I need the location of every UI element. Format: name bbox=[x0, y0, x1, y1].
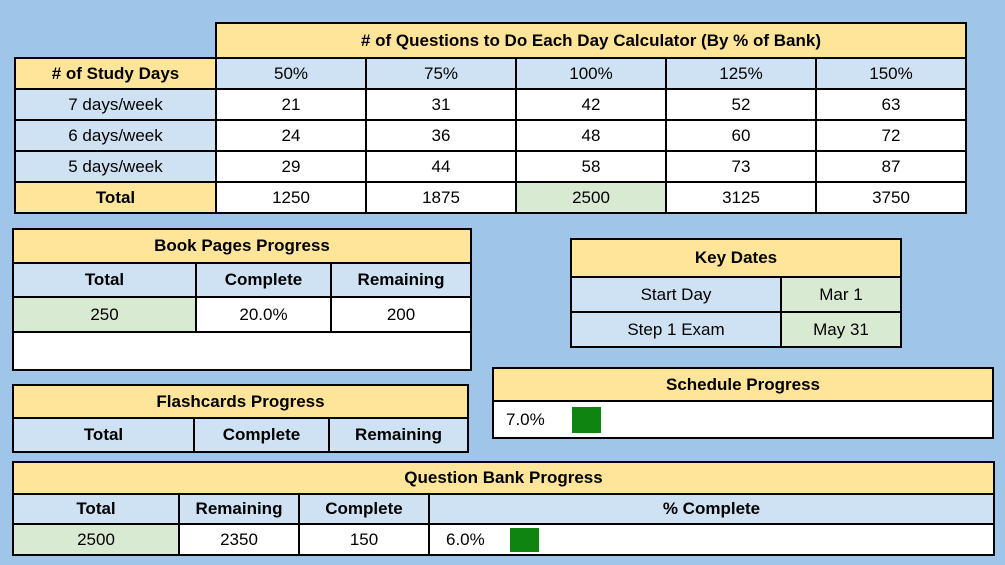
flashcards-header-remaining[interactable]: Remaining bbox=[329, 418, 468, 452]
progress-bar-track bbox=[572, 407, 986, 433]
value-cell[interactable]: 73 bbox=[666, 151, 816, 182]
book-pages-remaining[interactable]: 200 bbox=[331, 297, 471, 332]
row-label[interactable]: 7 days/week bbox=[15, 89, 216, 120]
value-cell[interactable]: 58 bbox=[516, 151, 666, 182]
progress-bar-fill bbox=[572, 407, 601, 433]
calculator-col-header-125[interactable]: 125% bbox=[666, 58, 816, 89]
row-label[interactable]: 5 days/week bbox=[15, 151, 216, 182]
question-bank-header-total[interactable]: Total bbox=[13, 494, 179, 524]
calculator-col-header-150[interactable]: 150% bbox=[816, 58, 966, 89]
questions-calculator-table bbox=[14, 22, 967, 214]
book-pages-header-total[interactable]: Total bbox=[13, 263, 196, 297]
value-cell[interactable]: 52 bbox=[666, 89, 816, 120]
question-bank-total[interactable]: 2500 bbox=[13, 524, 179, 555]
total-cell[interactable]: 1875 bbox=[366, 182, 516, 213]
question-bank-title[interactable]: Question Bank Progress bbox=[13, 462, 994, 494]
key-dates-start-label[interactable]: Start Day bbox=[571, 277, 781, 312]
value-cell[interactable]: 48 bbox=[516, 120, 666, 151]
key-dates-title[interactable]: Key Dates bbox=[571, 239, 901, 277]
value-cell[interactable]: 21 bbox=[216, 89, 366, 120]
total-cell-highlighted[interactable]: 2500 bbox=[516, 182, 666, 213]
book-pages-header-remaining[interactable]: Remaining bbox=[331, 263, 471, 297]
book-pages-progress-bar-cell[interactable] bbox=[13, 332, 471, 370]
value-cell[interactable]: 44 bbox=[366, 151, 516, 182]
question-bank-progress-table bbox=[12, 461, 995, 556]
key-dates-exam-value[interactable]: May 31 bbox=[781, 312, 901, 347]
value-cell[interactable]: 87 bbox=[816, 151, 966, 182]
total-cell[interactable]: 1250 bbox=[216, 182, 366, 213]
calculator-row-7days bbox=[15, 89, 966, 120]
calculator-row-6days bbox=[15, 120, 966, 151]
calculator-total-row bbox=[15, 182, 966, 213]
question-bank-percent-label: 6.0% bbox=[446, 529, 485, 549]
calculator-col-header-50[interactable]: 50% bbox=[216, 58, 366, 89]
book-pages-total[interactable]: 250 bbox=[13, 297, 196, 332]
key-dates-start-value[interactable]: Mar 1 bbox=[781, 277, 901, 312]
calculator-row-header[interactable]: # of Study Days bbox=[15, 58, 216, 89]
flashcards-progress-table bbox=[12, 384, 469, 453]
schedule-progress-title[interactable]: Schedule Progress bbox=[493, 368, 993, 401]
value-cell[interactable]: 31 bbox=[366, 89, 516, 120]
progress-bar-fill bbox=[510, 528, 539, 552]
value-cell[interactable]: 29 bbox=[216, 151, 366, 182]
book-pages-complete[interactable]: 20.0% bbox=[196, 297, 331, 332]
schedule-progress-bar-cell[interactable] bbox=[493, 401, 993, 438]
calculator-col-header-75[interactable]: 75% bbox=[366, 58, 516, 89]
flashcards-header-complete[interactable]: Complete bbox=[194, 418, 329, 452]
value-cell[interactable]: 63 bbox=[816, 89, 966, 120]
question-bank-complete[interactable]: 150 bbox=[299, 524, 429, 555]
question-bank-header-remaining[interactable]: Remaining bbox=[179, 494, 299, 524]
book-pages-header-complete[interactable]: Complete bbox=[196, 263, 331, 297]
total-row-label[interactable]: Total bbox=[15, 182, 216, 213]
calculator-title-spacer bbox=[15, 23, 216, 58]
value-cell[interactable]: 72 bbox=[816, 120, 966, 151]
key-dates-exam-label[interactable]: Step 1 Exam bbox=[571, 312, 781, 347]
total-cell[interactable]: 3750 bbox=[816, 182, 966, 213]
calculator-row-5days bbox=[15, 151, 966, 182]
key-dates-table bbox=[570, 238, 902, 348]
value-cell[interactable]: 36 bbox=[366, 120, 516, 151]
question-bank-header-complete[interactable]: Complete bbox=[299, 494, 429, 524]
question-bank-progress-bar-cell[interactable] bbox=[429, 524, 994, 555]
flashcards-header-total[interactable]: Total bbox=[13, 418, 194, 452]
row-label[interactable]: 6 days/week bbox=[15, 120, 216, 151]
value-cell[interactable]: 42 bbox=[516, 89, 666, 120]
value-cell[interactable]: 60 bbox=[666, 120, 816, 151]
book-pages-progress-table bbox=[12, 228, 472, 371]
progress-bar-track bbox=[510, 528, 987, 552]
question-bank-header-pct-complete[interactable]: % Complete bbox=[429, 494, 994, 524]
question-bank-remaining[interactable]: 2350 bbox=[179, 524, 299, 555]
schedule-progress-table bbox=[492, 367, 994, 439]
calculator-title[interactable]: # of Questions to Do Each Day Calculator (By % of Bank) bbox=[216, 23, 966, 58]
flashcards-title[interactable]: Flashcards Progress bbox=[13, 385, 468, 418]
value-cell[interactable]: 24 bbox=[216, 120, 366, 151]
schedule-percent-label: 7.0% bbox=[506, 409, 545, 429]
total-cell[interactable]: 3125 bbox=[666, 182, 816, 213]
calculator-col-header-100[interactable]: 100% bbox=[516, 58, 666, 89]
book-pages-title[interactable]: Book Pages Progress bbox=[13, 229, 471, 263]
